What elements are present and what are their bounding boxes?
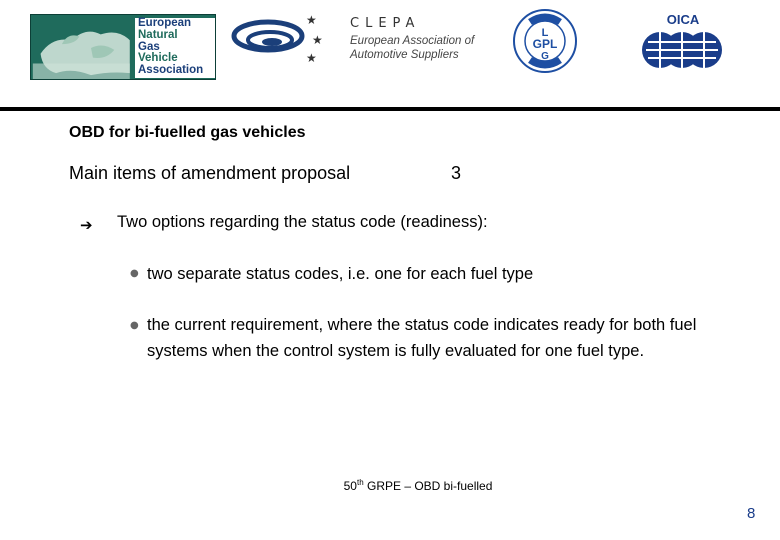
ngva-logo xyxy=(30,14,216,80)
clepa-logo xyxy=(230,10,490,70)
header-divider xyxy=(0,107,780,111)
ngva-line-4: Vehicle xyxy=(138,52,178,65)
oica-name: OICA xyxy=(666,12,700,27)
svg-text:GPL: GPL xyxy=(532,37,558,51)
slide-title: OBD for bi-fuelled gas vehicles xyxy=(69,124,306,141)
svg-text:L: L xyxy=(541,27,549,39)
footer-superscript: th xyxy=(356,478,364,487)
oica-logo xyxy=(638,10,728,74)
option-item-2: the current requirement, where the status code indicates ready for both fuel systems when the control system is fully evaluated for one fuel type. xyxy=(147,316,697,360)
ngva-line-5: Association xyxy=(138,64,204,77)
ngva-line-1: European xyxy=(138,17,192,29)
bullet-dot-icon: ● xyxy=(130,320,139,331)
subtitle-number: 3 xyxy=(451,163,462,183)
aegpl-seal-icon xyxy=(512,8,578,74)
option-item-1: two separate status codes, i.e. one for each fuel type xyxy=(147,265,534,283)
svg-text:G: G xyxy=(541,51,549,62)
slide-subtitle: Main items of amendment proposal xyxy=(69,163,351,183)
footer-number: 50 xyxy=(343,479,357,493)
page-number: 8 xyxy=(747,505,756,522)
slide-footer xyxy=(0,478,780,493)
oica-globe-icon xyxy=(638,10,728,74)
clepa-swoosh-icon xyxy=(230,10,340,70)
svg-text:★: ★ xyxy=(306,13,317,27)
footer-text: GRPE – OBD bi-fuelled xyxy=(363,479,493,493)
ngva-line-2: Natural xyxy=(138,28,178,41)
options-heading: Two options regarding the status code (readiness): xyxy=(117,213,488,231)
ngva-line-3: Gas xyxy=(138,40,160,53)
ngva-wordmark xyxy=(135,18,215,78)
clepa-name: CLEPA xyxy=(350,16,421,31)
arrow-bullet-icon: ➔ xyxy=(80,216,93,234)
aegpl-logo xyxy=(512,8,578,74)
bullet-dot-icon: ● xyxy=(130,268,139,279)
svg-text:★: ★ xyxy=(306,51,317,65)
svg-text:★: ★ xyxy=(312,33,323,47)
clepa-subtitle: European Association of Automotive Suppliers xyxy=(350,35,475,61)
